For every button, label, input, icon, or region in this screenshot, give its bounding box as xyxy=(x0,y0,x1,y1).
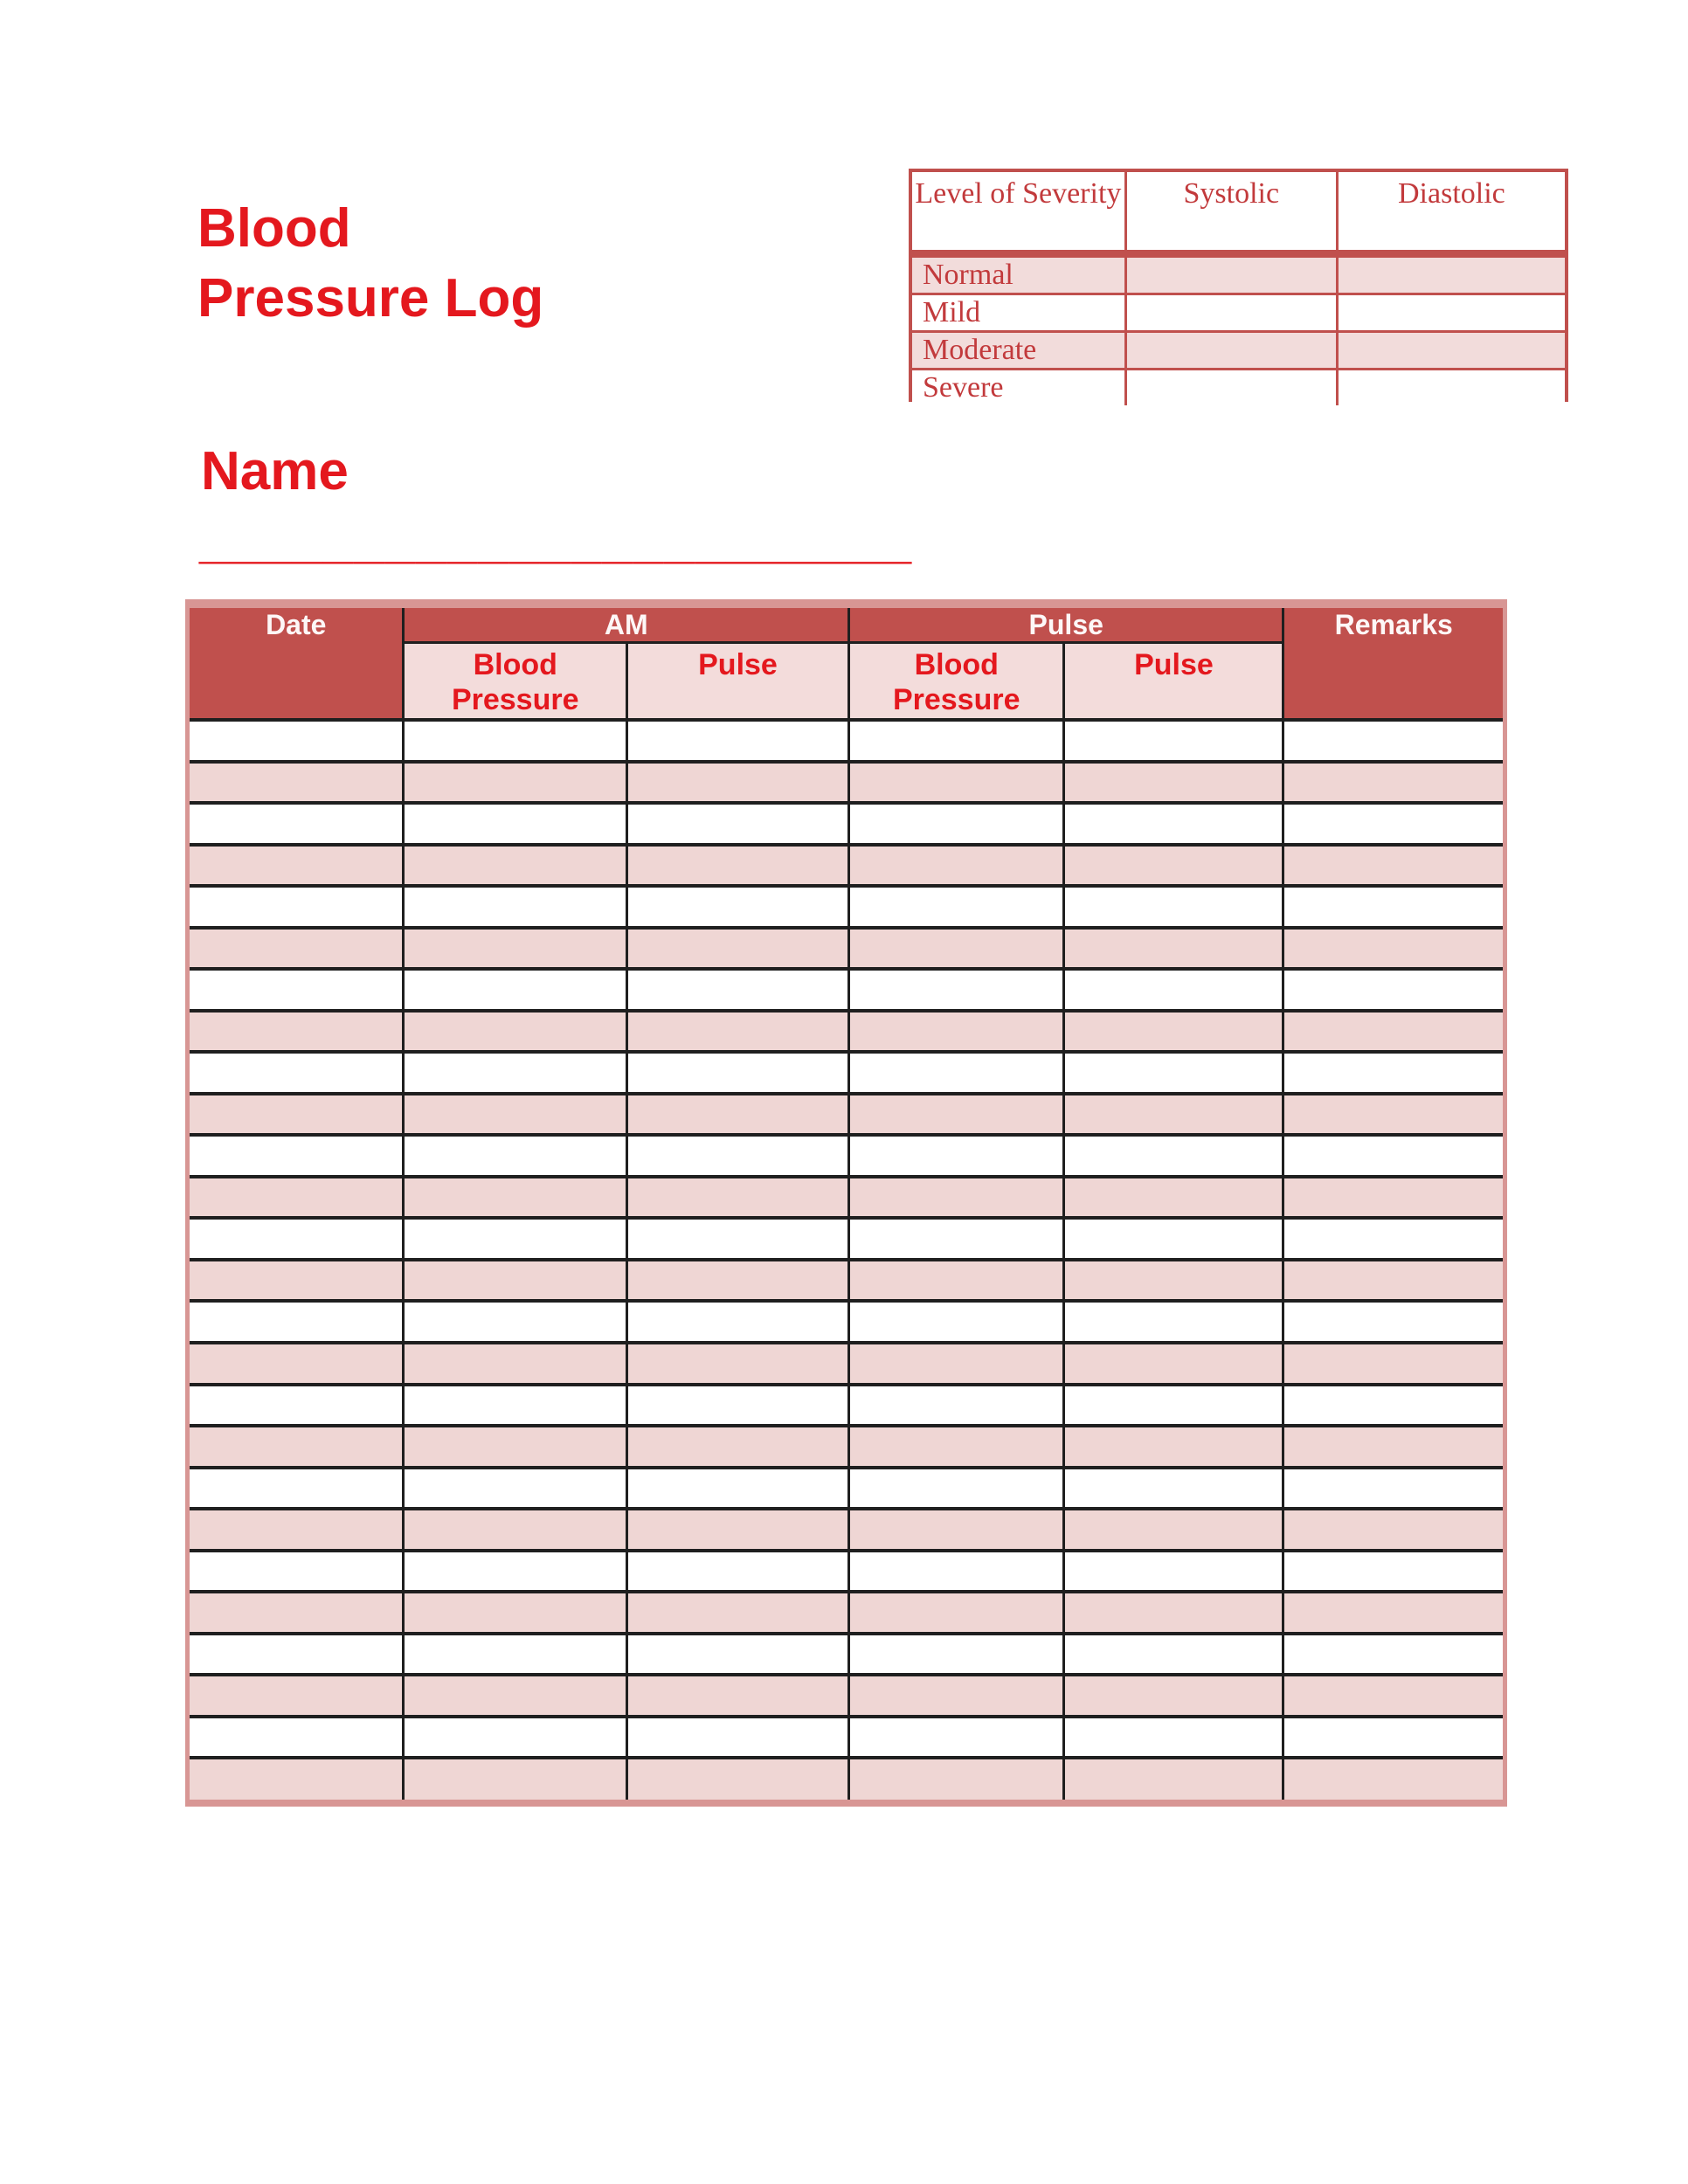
log-entry-cell[interactable] xyxy=(1064,803,1283,845)
log-entry-cell[interactable] xyxy=(626,1260,848,1302)
log-entry-cell[interactable] xyxy=(190,1551,404,1593)
log-entry-cell[interactable] xyxy=(626,1675,848,1717)
log-row xyxy=(190,1634,1503,1676)
log-entry-cell[interactable] xyxy=(190,1592,404,1634)
log-row xyxy=(190,1011,1503,1053)
name-fill-in-line[interactable]: _______________________ xyxy=(199,509,913,570)
log-entry-cell[interactable] xyxy=(848,845,1063,887)
severity-systolic-cell[interactable] xyxy=(1125,294,1337,332)
log-entry-cell[interactable] xyxy=(1283,1592,1503,1634)
log-entry-cell[interactable] xyxy=(190,1758,404,1800)
log-entry-cell[interactable] xyxy=(190,1301,404,1343)
log-entry-cell[interactable] xyxy=(190,1094,404,1136)
log-entry-cell[interactable] xyxy=(626,720,848,762)
log-entry-cell[interactable] xyxy=(1064,1468,1283,1510)
log-entry-cell[interactable] xyxy=(1064,1177,1283,1219)
log-row xyxy=(190,1758,1503,1800)
log-row xyxy=(190,1717,1503,1759)
log-entry-cell[interactable] xyxy=(626,1135,848,1177)
page-title-line-2: Pressure Log xyxy=(197,268,544,328)
log-entry-cell[interactable] xyxy=(190,845,404,887)
log-entry-cell[interactable] xyxy=(1064,1385,1283,1427)
log-entry-cell[interactable] xyxy=(1283,1468,1503,1510)
log-entry-cell[interactable] xyxy=(190,1426,404,1468)
log-entry-cell[interactable] xyxy=(1064,1717,1283,1759)
log-row xyxy=(190,845,1503,887)
log-entry-cell[interactable] xyxy=(404,969,627,1011)
log-entry-cell[interactable] xyxy=(404,1218,627,1260)
log-entry-cell[interactable] xyxy=(1064,1509,1283,1551)
log-entry-cell[interactable] xyxy=(404,928,627,970)
log-entry-cell[interactable] xyxy=(626,1426,848,1468)
severity-table xyxy=(909,169,1568,402)
log-table xyxy=(185,599,1507,1807)
log-table-body xyxy=(190,720,1503,1800)
log-entry-cell[interactable] xyxy=(190,1011,404,1053)
log-entry-cell[interactable] xyxy=(848,1011,1063,1053)
severity-header-systolic: Systolic xyxy=(1125,172,1337,254)
log-entry-cell[interactable] xyxy=(404,1717,627,1759)
log-entry-cell[interactable] xyxy=(190,1675,404,1717)
log-entry-cell[interactable] xyxy=(404,1094,627,1136)
severity-row-label: Mild xyxy=(912,294,1125,332)
log-entry-cell[interactable] xyxy=(848,1717,1063,1759)
log-entry-cell[interactable] xyxy=(626,1343,848,1385)
log-row xyxy=(190,969,1503,1011)
log-row xyxy=(190,1135,1503,1177)
log-entry-cell[interactable] xyxy=(626,1551,848,1593)
log-entry-cell[interactable] xyxy=(404,1468,627,1510)
log-entry-cell[interactable] xyxy=(848,762,1063,804)
severity-systolic-cell[interactable] xyxy=(1125,254,1337,294)
log-entry-cell[interactable] xyxy=(848,1260,1063,1302)
log-entry-cell[interactable] xyxy=(1283,803,1503,845)
log-entry-cell[interactable] xyxy=(1064,1094,1283,1136)
severity-systolic-cell[interactable] xyxy=(1125,370,1337,406)
log-entry-cell[interactable] xyxy=(848,969,1063,1011)
log-entry-cell[interactable] xyxy=(190,1177,404,1219)
severity-row-normal xyxy=(912,254,1565,294)
log-entry-cell[interactable] xyxy=(848,803,1063,845)
log-entry-cell[interactable] xyxy=(190,1468,404,1510)
log-entry-cell[interactable] xyxy=(848,1468,1063,1510)
log-subheader-am-blood-pressure: Blood Pressure xyxy=(404,643,627,721)
log-entry-cell[interactable] xyxy=(626,1301,848,1343)
log-entry-cell[interactable] xyxy=(1283,1052,1503,1094)
log-entry-cell[interactable] xyxy=(1283,1135,1503,1177)
log-entry-cell[interactable] xyxy=(626,845,848,887)
log-entry-cell[interactable] xyxy=(190,969,404,1011)
log-entry-cell[interactable] xyxy=(190,720,404,762)
log-entry-cell[interactable] xyxy=(848,1426,1063,1468)
log-entry-cell[interactable] xyxy=(190,1634,404,1676)
severity-diastolic-cell[interactable] xyxy=(1337,332,1565,370)
log-subheader-pm-blood-pressure: Blood Pressure xyxy=(848,643,1063,721)
log-entry-cell[interactable] xyxy=(404,1675,627,1717)
log-entry-cell[interactable] xyxy=(626,928,848,970)
log-entry-cell[interactable] xyxy=(190,1343,404,1385)
log-entry-cell[interactable] xyxy=(1064,1135,1283,1177)
log-entry-cell[interactable] xyxy=(190,762,404,804)
log-entry-cell[interactable] xyxy=(190,1385,404,1427)
log-entry-cell[interactable] xyxy=(1283,1509,1503,1551)
log-entry-cell[interactable] xyxy=(404,1343,627,1385)
log-entry-cell[interactable] xyxy=(1283,1551,1503,1593)
log-entry-cell[interactable] xyxy=(190,1052,404,1094)
log-entry-cell[interactable] xyxy=(404,1385,627,1427)
log-entry-cell[interactable] xyxy=(626,1509,848,1551)
severity-header-row xyxy=(912,172,1565,254)
log-entry-cell[interactable] xyxy=(1283,1260,1503,1302)
log-entry-cell[interactable] xyxy=(848,1177,1063,1219)
severity-row-mild xyxy=(912,294,1565,332)
log-entry-cell[interactable] xyxy=(404,803,627,845)
log-entry-cell[interactable] xyxy=(1064,1634,1283,1676)
log-entry-cell[interactable] xyxy=(626,1052,848,1094)
severity-row-moderate xyxy=(912,332,1565,370)
log-entry-cell[interactable] xyxy=(848,1052,1063,1094)
log-entry-cell[interactable] xyxy=(848,1675,1063,1717)
log-entry-cell[interactable] xyxy=(404,1301,627,1343)
log-entry-cell[interactable] xyxy=(1064,1758,1283,1800)
name-label: Name xyxy=(201,441,349,501)
log-row xyxy=(190,1343,1503,1385)
severity-row-label: Severe xyxy=(912,370,1125,406)
log-entry-cell[interactable] xyxy=(404,886,627,928)
log-entry-cell[interactable] xyxy=(1283,1218,1503,1260)
log-entry-cell[interactable] xyxy=(626,762,848,804)
log-entry-cell[interactable] xyxy=(404,762,627,804)
log-entry-cell[interactable] xyxy=(1283,969,1503,1011)
severity-row-label: Normal xyxy=(912,254,1125,294)
log-entry-cell[interactable] xyxy=(404,1177,627,1219)
log-entry-cell[interactable] xyxy=(1064,845,1283,887)
log-entry-cell[interactable] xyxy=(626,1011,848,1053)
log-entry-cell[interactable] xyxy=(404,1135,627,1177)
log-row xyxy=(190,1094,1503,1136)
log-entry-cell[interactable] xyxy=(626,803,848,845)
log-entry-cell[interactable] xyxy=(626,1468,848,1510)
log-row xyxy=(190,1509,1503,1551)
log-entry-cell[interactable] xyxy=(190,886,404,928)
log-row xyxy=(190,1260,1503,1302)
log-entry-cell[interactable] xyxy=(848,1343,1063,1385)
log-entry-cell[interactable] xyxy=(404,845,627,887)
log-entry-cell[interactable] xyxy=(848,720,1063,762)
log-entry-cell[interactable] xyxy=(1064,762,1283,804)
log-entry-cell[interactable] xyxy=(626,1177,848,1219)
log-row xyxy=(190,762,1503,804)
log-header-pm-group: Pulse xyxy=(848,608,1283,643)
log-entry-cell[interactable] xyxy=(848,1385,1063,1427)
severity-diastolic-cell[interactable] xyxy=(1337,370,1565,406)
log-header-date: Date xyxy=(190,608,404,720)
log-entry-cell[interactable] xyxy=(626,1592,848,1634)
log-entry-cell[interactable] xyxy=(1283,1301,1503,1343)
log-entry-cell[interactable] xyxy=(1283,1177,1503,1219)
log-entry-cell[interactable] xyxy=(1283,1758,1503,1800)
log-entry-cell[interactable] xyxy=(404,720,627,762)
log-entry-cell[interactable] xyxy=(1064,1301,1283,1343)
log-entry-cell[interactable] xyxy=(626,1758,848,1800)
log-entry-cell[interactable] xyxy=(1064,1592,1283,1634)
log-entry-cell[interactable] xyxy=(848,1758,1063,1800)
severity-header-level: Level of Severity xyxy=(912,172,1125,254)
log-entry-cell[interactable] xyxy=(1283,1385,1503,1427)
log-row xyxy=(190,1592,1503,1634)
severity-row-label: Moderate xyxy=(912,332,1125,370)
log-row xyxy=(190,928,1503,970)
log-entry-cell[interactable] xyxy=(190,1260,404,1302)
log-entry-cell[interactable] xyxy=(1283,845,1503,887)
log-entry-cell[interactable] xyxy=(190,803,404,845)
log-entry-cell[interactable] xyxy=(1283,1634,1503,1676)
log-header-remarks: Remarks xyxy=(1283,608,1503,720)
log-entry-cell[interactable] xyxy=(1283,1717,1503,1759)
log-entry-cell[interactable] xyxy=(848,1509,1063,1551)
log-entry-cell[interactable] xyxy=(404,1551,627,1593)
log-entry-cell[interactable] xyxy=(1283,1343,1503,1385)
log-entry-cell[interactable] xyxy=(1064,1218,1283,1260)
severity-diastolic-cell[interactable] xyxy=(1337,254,1565,294)
log-entry-cell[interactable] xyxy=(1064,1675,1283,1717)
log-row xyxy=(190,803,1503,845)
log-entry-cell[interactable] xyxy=(190,1717,404,1759)
log-entry-cell[interactable] xyxy=(848,1551,1063,1593)
log-entry-cell[interactable] xyxy=(1283,886,1503,928)
log-entry-cell[interactable] xyxy=(848,1592,1063,1634)
log-entry-cell[interactable] xyxy=(1283,762,1503,804)
log-entry-cell[interactable] xyxy=(1064,720,1283,762)
log-entry-cell[interactable] xyxy=(404,1260,627,1302)
severity-header-diastolic: Diastolic xyxy=(1337,172,1565,254)
log-entry-cell[interactable] xyxy=(1064,969,1283,1011)
log-entry-cell[interactable] xyxy=(190,1218,404,1260)
log-entry-cell[interactable] xyxy=(404,1634,627,1676)
log-entry-cell[interactable] xyxy=(626,1094,848,1136)
page-title xyxy=(197,194,543,334)
log-entry-cell[interactable] xyxy=(1283,720,1503,762)
log-entry-cell[interactable] xyxy=(848,1218,1063,1260)
log-entry-cell[interactable] xyxy=(1283,928,1503,970)
log-entry-cell[interactable] xyxy=(1064,1052,1283,1094)
log-entry-cell[interactable] xyxy=(1283,1094,1503,1136)
log-row xyxy=(190,720,1503,762)
log-entry-cell[interactable] xyxy=(404,1426,627,1468)
log-entry-cell[interactable] xyxy=(1064,1011,1283,1053)
log-row xyxy=(190,1385,1503,1427)
severity-diastolic-cell[interactable] xyxy=(1337,294,1565,332)
log-subheader-pm-pulse: Pulse xyxy=(1064,643,1283,721)
log-row xyxy=(190,1052,1503,1094)
log-entry-cell[interactable] xyxy=(404,1592,627,1634)
severity-systolic-cell[interactable] xyxy=(1125,332,1337,370)
log-entry-cell[interactable] xyxy=(1064,1551,1283,1593)
log-row xyxy=(190,1551,1503,1593)
log-entry-cell[interactable] xyxy=(404,1758,627,1800)
log-row xyxy=(190,1301,1503,1343)
log-entry-cell[interactable] xyxy=(848,1634,1063,1676)
log-entry-cell[interactable] xyxy=(1064,1343,1283,1385)
log-entry-cell[interactable] xyxy=(190,1135,404,1177)
log-entry-cell[interactable] xyxy=(626,1717,848,1759)
log-row xyxy=(190,1426,1503,1468)
log-entry-cell[interactable] xyxy=(190,928,404,970)
log-entry-cell[interactable] xyxy=(848,886,1063,928)
log-subheader-am-pulse: Pulse xyxy=(626,643,848,721)
log-entry-cell[interactable] xyxy=(1283,1675,1503,1717)
log-entry-cell[interactable] xyxy=(626,1634,848,1676)
log-entry-cell[interactable] xyxy=(1064,1260,1283,1302)
log-row xyxy=(190,1675,1503,1717)
log-entry-cell[interactable] xyxy=(848,1094,1063,1136)
log-entry-cell[interactable] xyxy=(848,1135,1063,1177)
severity-row-severe xyxy=(912,370,1565,406)
page-title-line-1: Blood xyxy=(197,198,351,259)
log-row xyxy=(190,1468,1503,1510)
log-entry-cell[interactable] xyxy=(626,969,848,1011)
log-entry-cell[interactable] xyxy=(626,1218,848,1260)
log-row xyxy=(190,1218,1503,1260)
log-header-row xyxy=(190,608,1503,643)
log-header-am-group: AM xyxy=(404,608,849,643)
log-entry-cell[interactable] xyxy=(626,1385,848,1427)
log-entry-cell[interactable] xyxy=(626,886,848,928)
log-entry-cell[interactable] xyxy=(1283,1011,1503,1053)
log-entry-cell[interactable] xyxy=(1064,928,1283,970)
log-row xyxy=(190,1177,1503,1219)
log-entry-cell[interactable] xyxy=(1064,1426,1283,1468)
log-entry-cell[interactable] xyxy=(404,1509,627,1551)
log-entry-cell[interactable] xyxy=(1283,1426,1503,1468)
log-entry-cell[interactable] xyxy=(404,1011,627,1053)
log-row xyxy=(190,886,1503,928)
log-entry-cell[interactable] xyxy=(190,1509,404,1551)
log-entry-cell[interactable] xyxy=(404,1052,627,1094)
log-entry-cell[interactable] xyxy=(848,1301,1063,1343)
log-entry-cell[interactable] xyxy=(1064,886,1283,928)
log-entry-cell[interactable] xyxy=(848,928,1063,970)
